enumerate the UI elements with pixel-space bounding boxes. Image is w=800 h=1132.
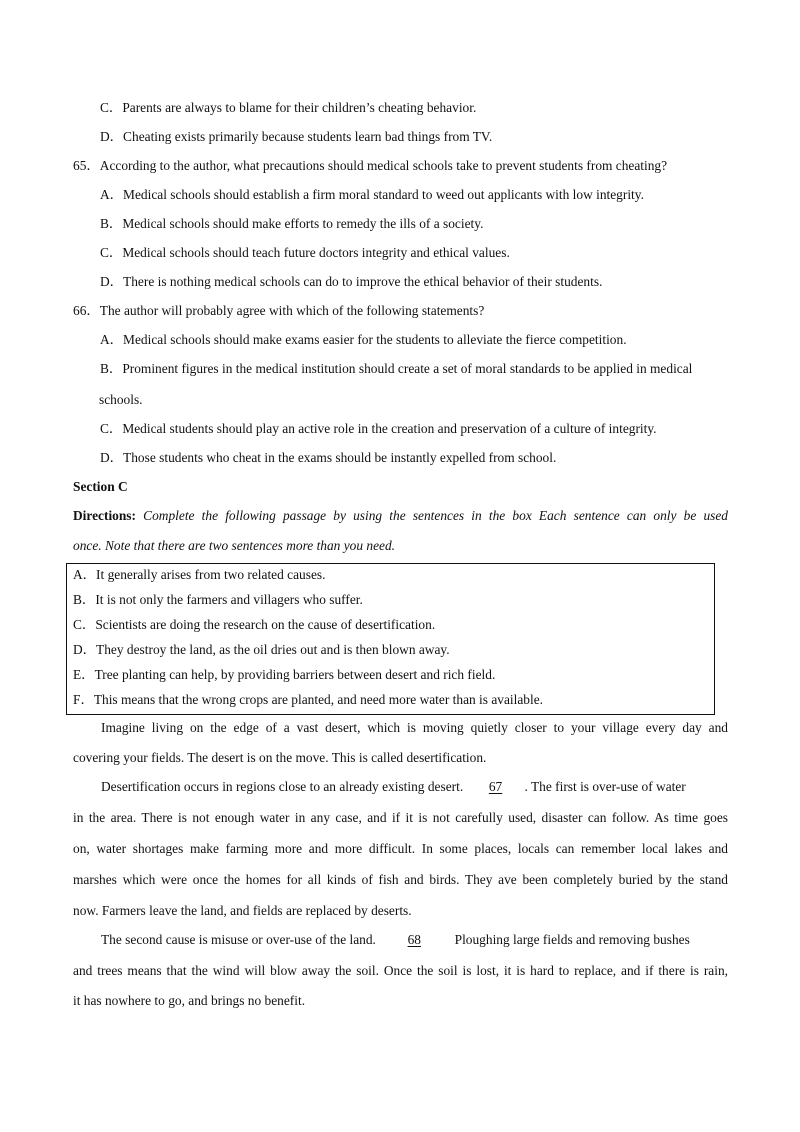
passage-p2-line2: in the area. There is not enough water in any case, and if it is not carefully used, disaster can follow. As time goes <box>73 810 728 825</box>
q65-stem: 65．According to the author, what precautions should medical schools take to prevent students from cheating? <box>73 158 668 173</box>
q65-option-d: D．There is nothing medical schools can do to improve the ethical behavior of their students. <box>100 274 603 289</box>
q66-stem: 66．The author will probably agree with which of the following statements? <box>73 303 485 318</box>
box-option-c: C．Scientists are doing the research on the cause of desertification. <box>73 617 436 632</box>
directions-label: Directions: <box>73 508 136 523</box>
blank-68[interactable]: 68 <box>407 932 421 947</box>
directions-line2: once. Note that there are two sentences more than you need. <box>73 538 396 553</box>
q66-option-a: A．Medical schools should make exams easier for the students to alleviate the fierce competition. <box>100 332 627 347</box>
passage-p3-text-a: The second cause is misuse or over-use of the land. <box>101 932 376 947</box>
passage-p2-line4: marshes which were once the homes for all kinds of fish and birds. They ave been completely buried by the stand <box>73 872 728 887</box>
q65-option-a: A．Medical schools should establish a firm moral standard to weed out applicants with low integrity. <box>100 187 644 202</box>
section-title: Section C <box>73 479 128 494</box>
passage-p1-line1: Imagine living on the edge of a vast desert, which is moving quietly closer to your village every day and <box>101 720 728 735</box>
q65-option-c: C．Medical schools should teach future doctors integrity and ethical values. <box>100 245 510 260</box>
passage-p1-line2: covering your fields. The desert is on the move. This is called desertification. <box>73 750 487 765</box>
passage-p2-line5: now. Farmers leave the land, and fields are replaced by deserts. <box>73 903 412 918</box>
passage-p3-line2: and trees means that the wind will blow away the soil. Once the soil is lost, it is hard to replace, and if there is rain, <box>73 963 728 978</box>
q66-option-b-line1: B．Prominent figures in the medical institution should create a set of moral standards to be applied in medical <box>100 361 693 376</box>
passage-p2-line1 <box>101 779 686 795</box>
q66-option-b-line2: schools. <box>99 392 143 407</box>
passage-p2-text-b: . The first is over-use of water <box>524 779 686 794</box>
directions-text1: Complete the following passage by using the sentences in the box Each sentence can only be used <box>143 508 728 523</box>
box-option-a: A．It generally arises from two related causes. <box>73 567 326 582</box>
blank-67[interactable]: 67 <box>488 779 503 794</box>
passage-p3-line1 <box>101 932 690 948</box>
q66-option-d: D．Those students who cheat in the exams should be instantly expelled from school. <box>100 450 557 465</box>
q65-option-b: B．Medical schools should make efforts to remedy the ills of a society. <box>100 216 484 231</box>
q66-option-c: C．Medical students should play an active role in the creation and preservation of a culture of integrity. <box>100 421 657 436</box>
passage-p3-line3: it has nowhere to go, and brings no benefit. <box>73 993 306 1008</box>
q64-option-d: D．Cheating exists primarily because students learn bad things from TV. <box>100 129 493 144</box>
passage-p2-text-a: Desertification occurs in regions close to an already existing desert. <box>101 779 464 794</box>
sentence-options-box <box>66 563 715 715</box>
directions-line1 <box>73 508 728 524</box>
passage-p3-text-b: Ploughing large fields and removing bushes <box>454 932 690 947</box>
q64-option-c: C．Parents are always to blame for their children’s cheating behavior. <box>100 100 477 115</box>
box-option-e: E．Tree planting can help, by providing barriers between desert and rich field. <box>73 667 496 682</box>
box-option-f: F．This means that the wrong crops are planted, and need more water than is available. <box>73 692 544 707</box>
box-option-d: D．They destroy the land, as the oil dries out and is then blown away. <box>73 642 450 657</box>
passage-p2-line3: on, water shortages make farming more and more difficult. In some places, locals can remember local lakes and <box>73 841 728 856</box>
box-option-b: B．It is not only the farmers and villagers who suffer. <box>73 592 363 607</box>
